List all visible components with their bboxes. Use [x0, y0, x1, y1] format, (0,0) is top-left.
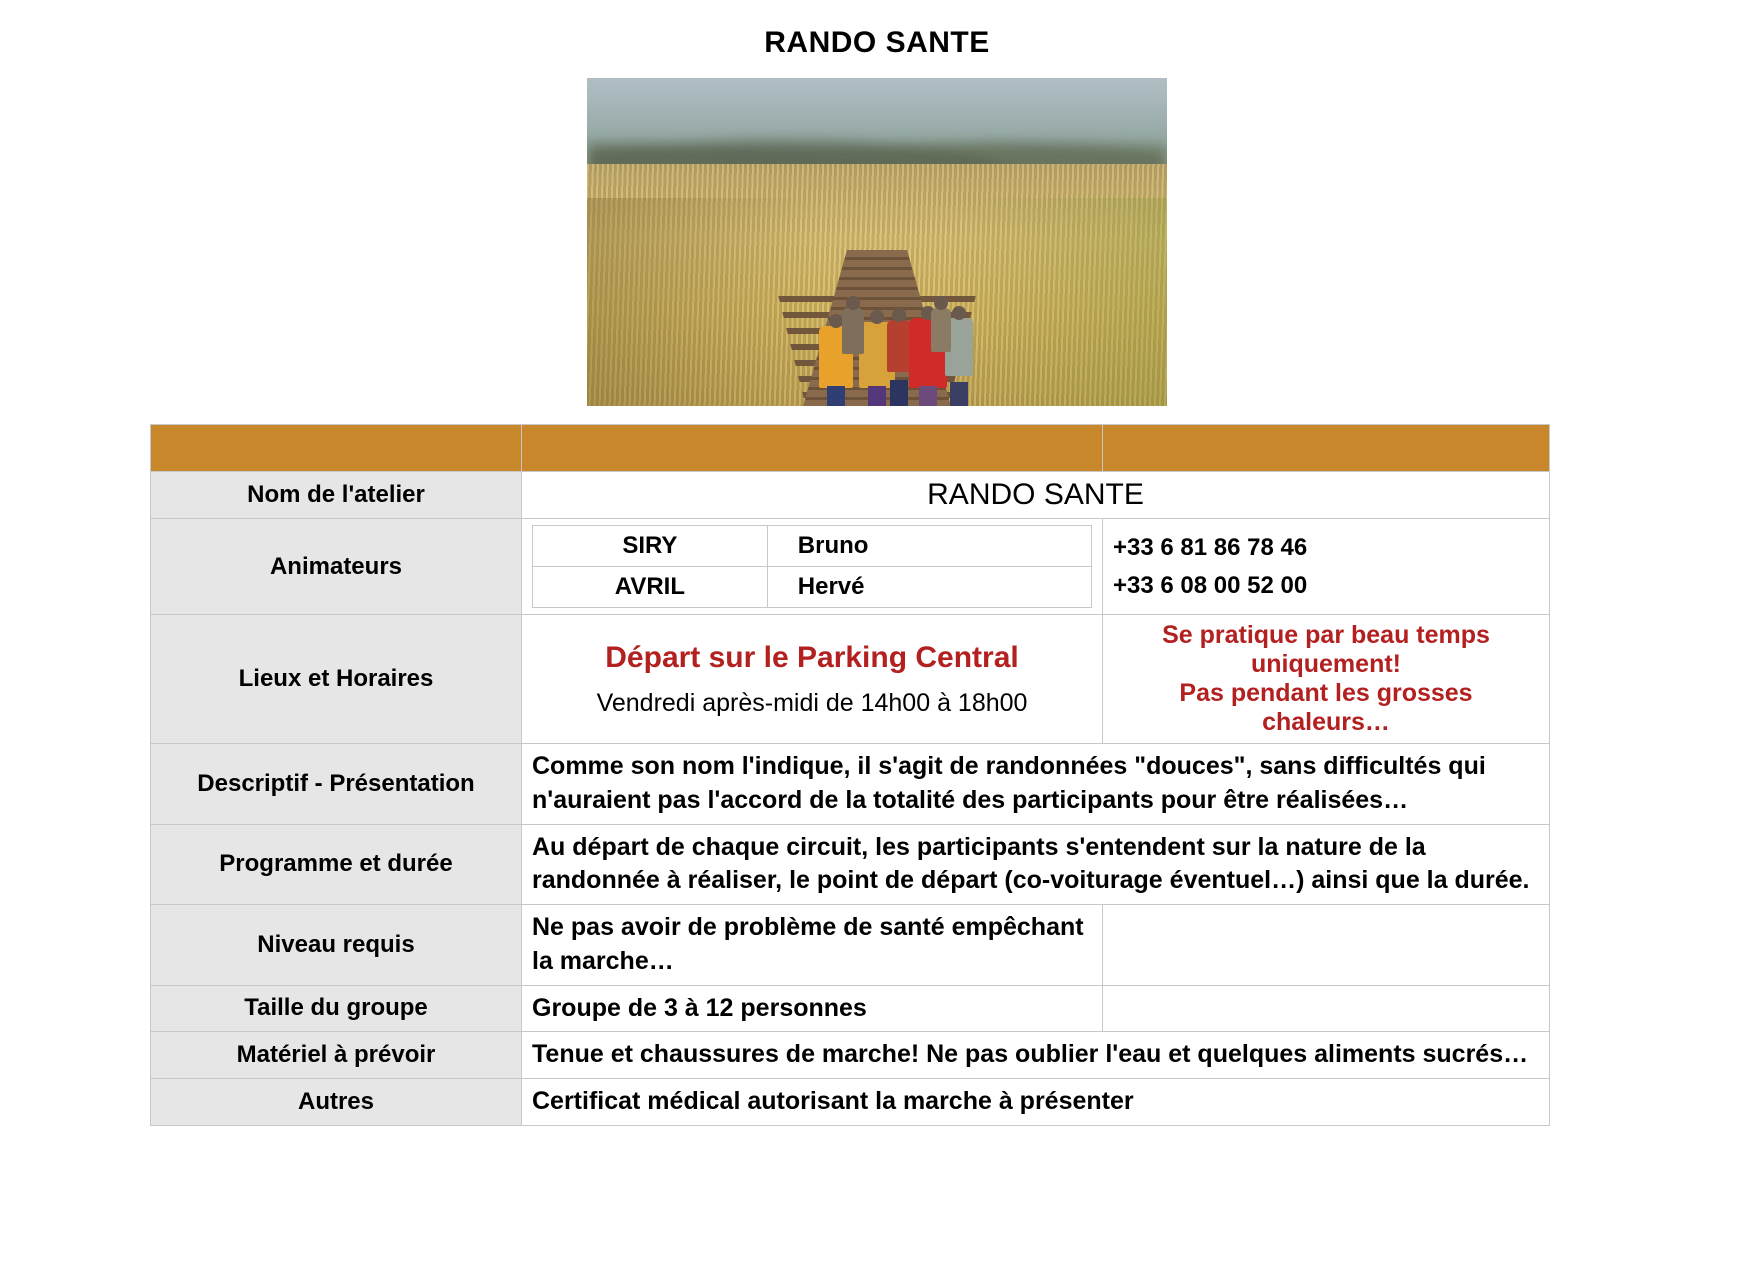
row-label-taille-groupe: Taille du groupe — [151, 985, 522, 1032]
weather-notice-line1: Se pratique par beau temps uniquement! — [1162, 621, 1490, 678]
row-value-materiel: Tenue et chaussures de marche! Ne pas oublier l'eau et quelques aliments sucrés… — [522, 1032, 1550, 1079]
animator-firstname: Bruno — [767, 526, 1091, 567]
row-value-programme: Au départ de chaque circuit, les participants s'entendent sur la nature de la randonnée à réaliser, le point de départ (co-voiturage éventuel…) ainsi que la durée. — [522, 824, 1550, 905]
info-table — [150, 424, 1550, 1126]
row-value-niveau: Ne pas avoir de problème de santé empêchant la marche… — [522, 905, 1103, 986]
row-extra-taille-groupe — [1103, 985, 1550, 1032]
table-header-band — [151, 425, 1550, 472]
weather-notice-line2: Pas pendant les grosses chaleurs… — [1179, 679, 1473, 736]
row-label-programme: Programme et durée — [151, 824, 522, 905]
row-value-autres: Certificat médical autorisant la marche à présenter — [522, 1079, 1550, 1126]
row-extra-niveau — [1103, 905, 1550, 986]
animator-phone: +33 6 81 86 78 46 — [1113, 534, 1308, 562]
row-label-nom-atelier: Nom de l'atelier — [151, 472, 522, 519]
table-row — [151, 985, 1550, 1032]
table-row — [151, 519, 1550, 615]
animators-names — [522, 519, 1103, 615]
departure-place: Départ sur le Parking Central — [605, 640, 1019, 674]
table-row — [151, 905, 1550, 986]
weather-notice — [1103, 615, 1550, 744]
animator-lastname: SIRY — [533, 526, 768, 567]
document-page — [0, 26, 1754, 1266]
hiking-photo — [587, 78, 1167, 406]
page-title: RANDO SANTE — [764, 26, 990, 59]
table-row — [151, 1079, 1550, 1126]
row-value-taille-groupe: Groupe de 3 à 12 personnes — [522, 985, 1103, 1032]
row-label-niveau: Niveau requis — [151, 905, 522, 986]
row-label-descriptif: Descriptif - Présentation — [151, 744, 522, 825]
animator-lastname: AVRIL — [533, 567, 768, 608]
table-row — [151, 615, 1550, 744]
table-row — [151, 1032, 1550, 1079]
row-label-lieux-horaires: Lieux et Horaires — [151, 615, 522, 744]
table-row — [151, 744, 1550, 825]
animators-phones — [1103, 519, 1550, 615]
row-label-materiel: Matériel à prévoir — [151, 1032, 522, 1079]
row-value-nom-atelier: RANDO SANTE — [522, 472, 1550, 519]
schedule-text: Vendredi après-midi de 14h00 à 18h00 — [596, 688, 1028, 717]
row-label-animateurs: Animateurs — [151, 519, 522, 615]
animator-firstname: Hervé — [767, 567, 1091, 608]
table-row — [151, 472, 1550, 519]
row-label-autres: Autres — [151, 1079, 522, 1126]
lieux-horaires-value — [522, 615, 1103, 744]
row-value-descriptif: Comme son nom l'indique, il s'agit de randonnées "douces", sans difficultés qui n'auraient pas l'accord de la totalité des participants pour être réalisées… — [522, 744, 1550, 825]
table-row — [151, 824, 1550, 905]
animator-phone: +33 6 08 00 52 00 — [1113, 571, 1308, 599]
